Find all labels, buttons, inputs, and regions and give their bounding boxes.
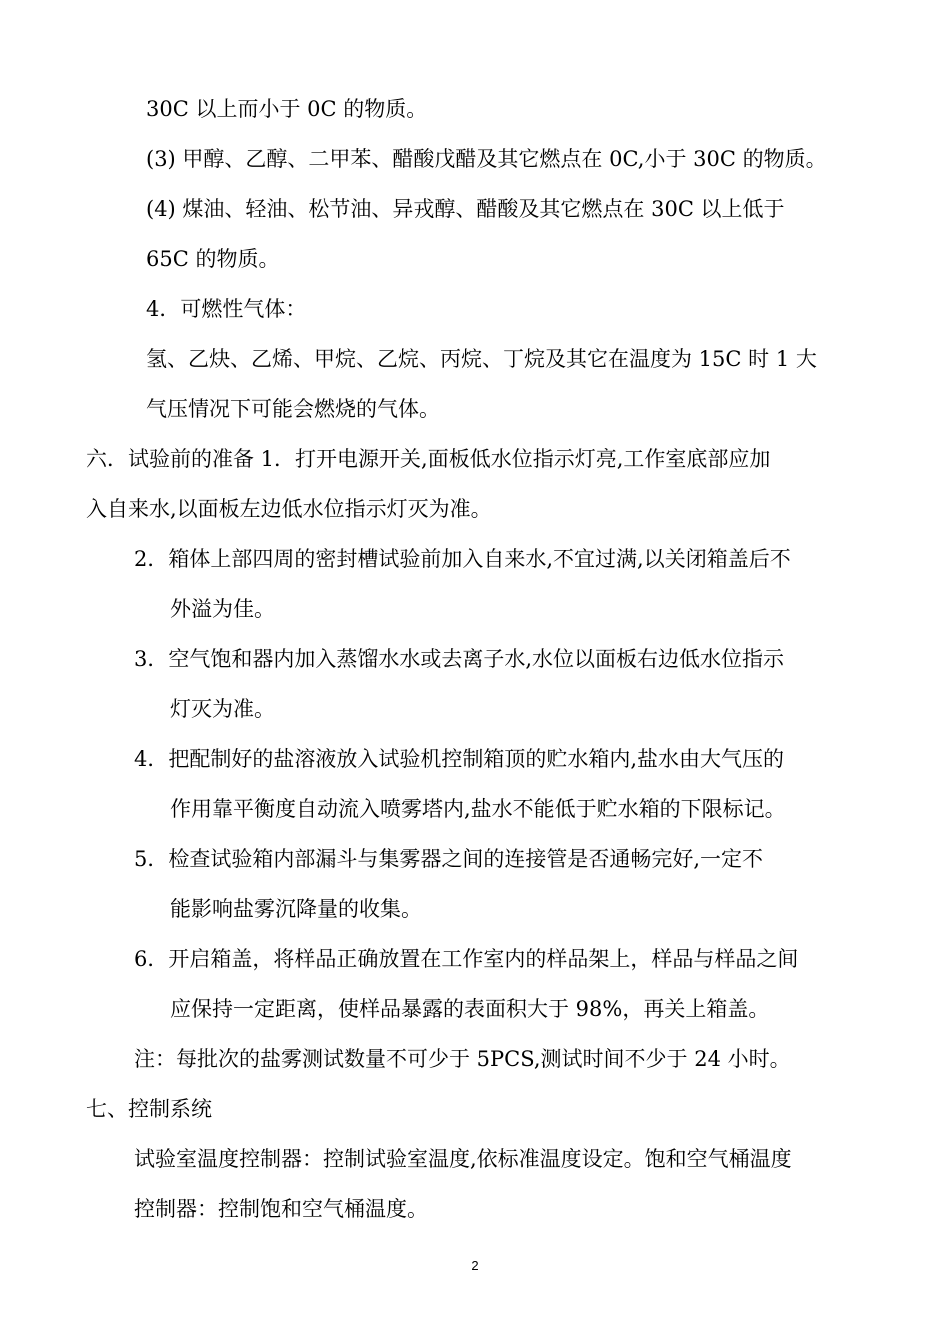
text-line: 气压情况下可能会燃烧的气体。: [146, 397, 440, 421]
section-heading-6: 六．试验前的准备 1．打开电源开关,面板低水位指示灯亮,工作室底部应加: [86, 447, 771, 471]
list-item: 6．开启箱盖，将样品正确放置在工作室内的样品架上，样品与样品之间: [134, 947, 799, 971]
list-item: 3．空气饱和器内加入蒸馏水水或去离子水,水位以面板右边低水位指示: [134, 647, 785, 671]
list-item: 2．箱体上部四周的密封槽试验前加入自来水,不宜过满,以关闭箱盖后不: [134, 547, 791, 571]
text-line: 外溢为佳。: [170, 597, 275, 621]
text-line: 控制器：控制饱和空气桶温度。: [134, 1197, 428, 1221]
text-line: 应保持一定距离，使样品暴露的表面积大于 98%，再关上箱盖。: [170, 997, 770, 1021]
text-line: 30C 以上而小于 0C 的物质。: [146, 97, 428, 121]
text-line: 入自来水,以面板左边低水位指示灯灭为准。: [86, 497, 492, 521]
text-line: 65C 的物质。: [146, 247, 280, 271]
text-line: 4．可燃性气体：: [146, 297, 307, 321]
text-line: 灯灭为准。: [170, 697, 275, 721]
note-line: 注：每批次的盐雾测试数量不可少于 5PCS,测试时间不少于 24 小时。: [134, 1047, 791, 1071]
list-item: 5．检查试验箱内部漏斗与集雾器之间的连接管是否通畅完好,一定不: [134, 847, 764, 871]
text-line: 试验室温度控制器：控制试验室温度,依标准温度设定。饱和空气桶温度: [134, 1147, 792, 1171]
section-heading-7: 七、控制系统: [86, 1097, 212, 1121]
page-number: 2: [471, 1258, 479, 1273]
text-line: 作用靠平衡度自动流入喷雾塔内,盐水不能低于贮水箱的下限标记。: [170, 797, 786, 821]
text-line: 氢、乙炔、乙烯、甲烷、乙烷、丙烷、丁烷及其它在温度为 15C 时 1 大: [146, 347, 817, 371]
text-line: 能影响盐雾沉降量的收集。: [170, 897, 422, 921]
text-line: (3) 甲醇、乙醇、二甲苯、醋酸戊醋及其它燃点在 0C,小于 30C 的物质。: [146, 147, 827, 171]
list-item: 4．把配制好的盐溶液放入试验机控制箱顶的贮水箱内,盐水由大气压的: [134, 747, 785, 771]
text-line: (4) 煤油、轻油、松节油、异戎醇、醋酸及其它燃点在 30C 以上低于: [146, 197, 785, 221]
